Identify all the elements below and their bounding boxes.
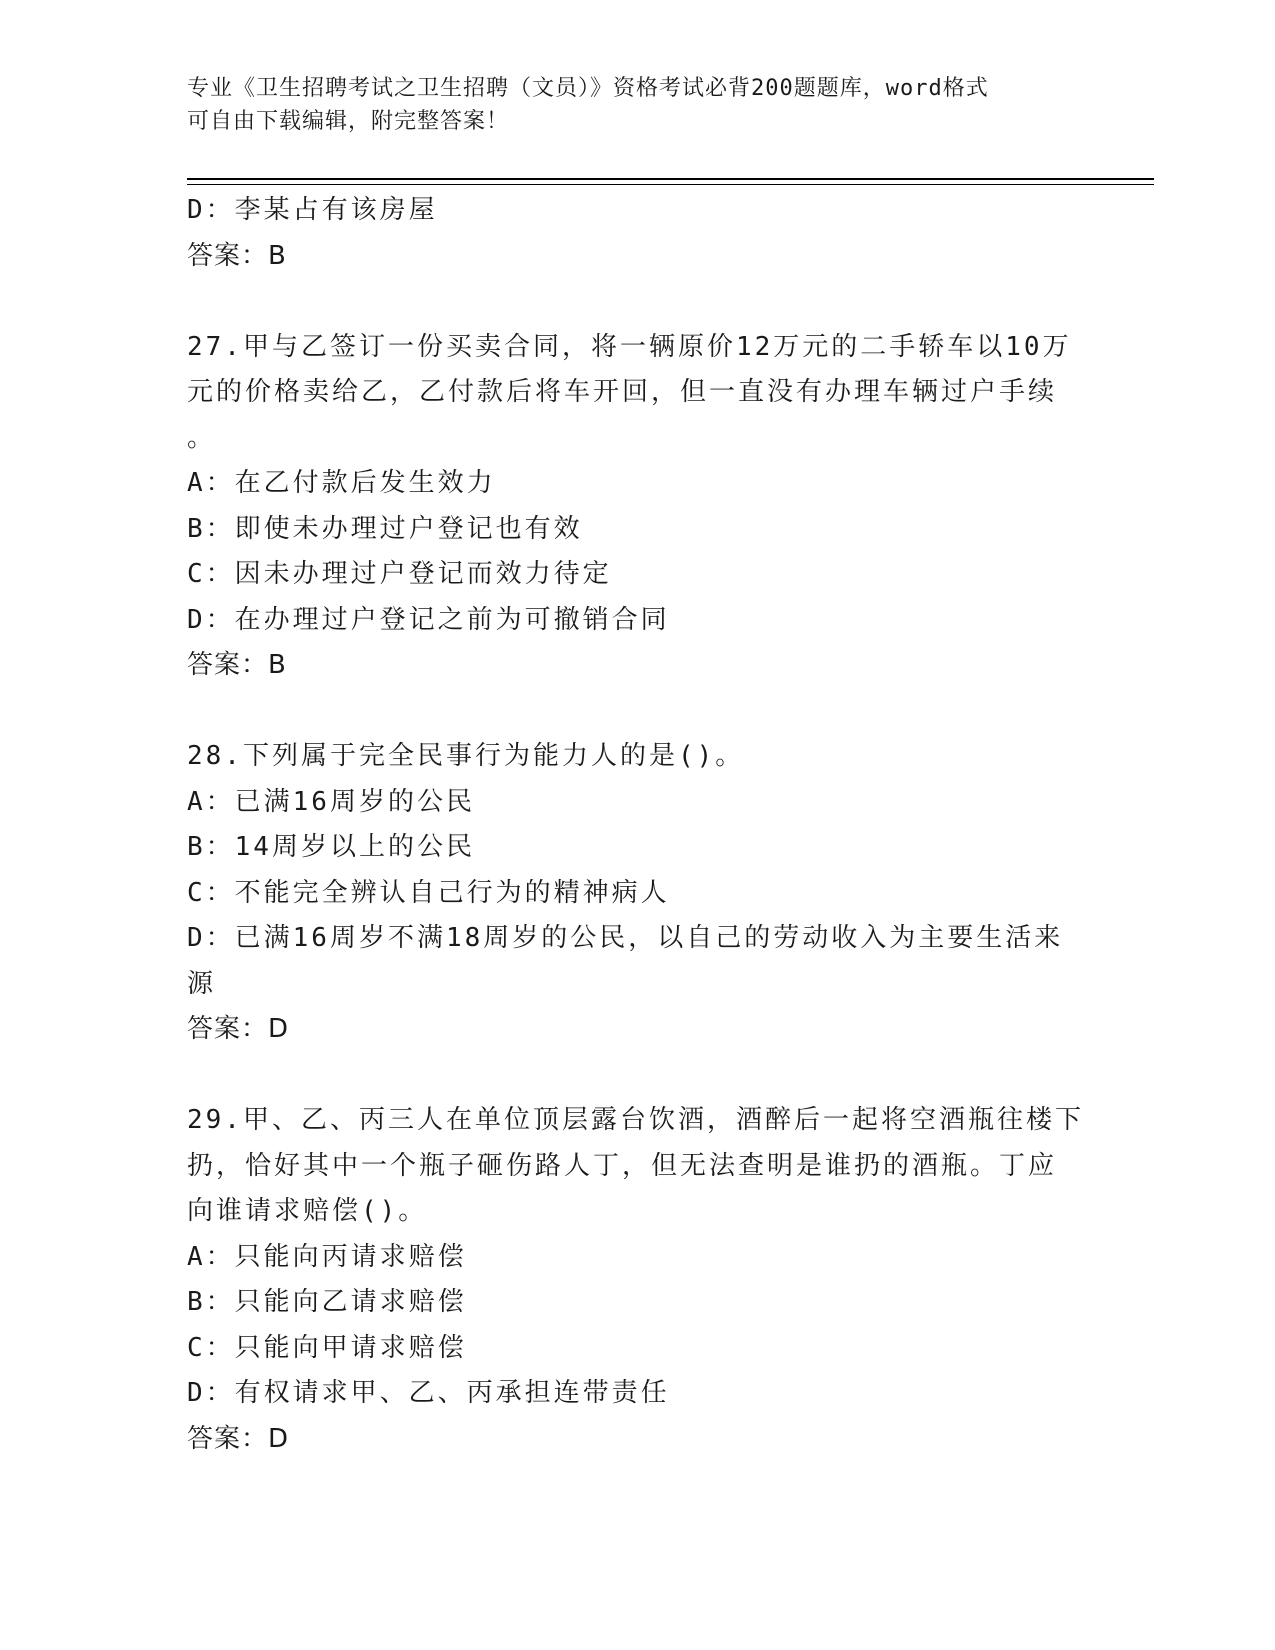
option-d: D：已满16周岁不满18周岁的公民，以自己的劳动收入为主要生活来 [187, 923, 1064, 953]
question-stem: 。 [187, 422, 217, 453]
question-stem: 28.下列属于完全民事行为能力人的是()。 [187, 741, 745, 771]
question-stem: 向谁请求赔偿()。 [187, 1196, 428, 1226]
answer-line: 答案：D [187, 1423, 290, 1454]
option-b: B：14周岁以上的公民 [187, 832, 475, 862]
question-block-28 [187, 734, 1087, 1053]
document-header [187, 72, 1067, 138]
option-a: A：已满16周岁的公民 [187, 786, 475, 817]
question-stem: 扔，恰好其中一个瓶子砸伤路人丁，但无法查明是谁扔的酒瓶。丁应 [187, 1150, 1058, 1181]
option-b: B：即使未办理过户登记也有效 [187, 513, 583, 544]
header-line-1: 专业《卫生招聘考试之卫生招聘（文员）》资格考试必背200题题库，word格式 [187, 76, 989, 101]
option-b: B：只能向乙请求赔偿 [187, 1287, 467, 1317]
option-a: A：只能向丙请求赔偿 [187, 1241, 467, 1272]
question-stem: 29.甲、乙、丙三人在单位顶层露台饮酒，酒醉后一起将空酒瓶往楼下 [187, 1105, 1084, 1135]
spacer [187, 279, 1087, 325]
header-divider-thick [187, 178, 1154, 180]
option-c: C：不能完全辨认自己行为的精神病人 [187, 877, 670, 908]
option-d: D：在办理过户登记之前为可撤销合同 [187, 604, 670, 635]
option-c: C：因未办理过户登记而效力待定 [187, 559, 612, 589]
spacer [187, 689, 1087, 735]
question-block-27 [187, 325, 1087, 689]
question-block-26 [187, 188, 1087, 279]
option-c: C：只能向甲请求赔偿 [187, 1332, 467, 1363]
answer-line: 答案：B [187, 650, 287, 680]
answer-line: 答案：D [187, 1014, 290, 1044]
question-stem: 元的价格卖给乙，乙付款后将车开回，但一直没有办理车辆过户手续 [187, 377, 1058, 407]
option-d-continued: 源 [187, 968, 217, 999]
question-block-29 [187, 1098, 1087, 1462]
option-d: D：李某占有该房屋 [187, 195, 438, 225]
question-content [187, 188, 1087, 1462]
header-line-2: 可自由下载编辑，附完整答案！ [187, 109, 510, 134]
header-divider-thin [187, 184, 1154, 185]
answer-line: 答案：B [187, 240, 287, 271]
option-a: A：在乙付款后发生效力 [187, 468, 496, 498]
question-stem: 27.甲与乙签订一份买卖合同，将一辆原价12万元的二手轿车以10万 [187, 331, 1072, 362]
option-d: D：有权请求甲、乙、丙承担连带责任 [187, 1378, 670, 1408]
spacer [187, 1053, 1087, 1099]
